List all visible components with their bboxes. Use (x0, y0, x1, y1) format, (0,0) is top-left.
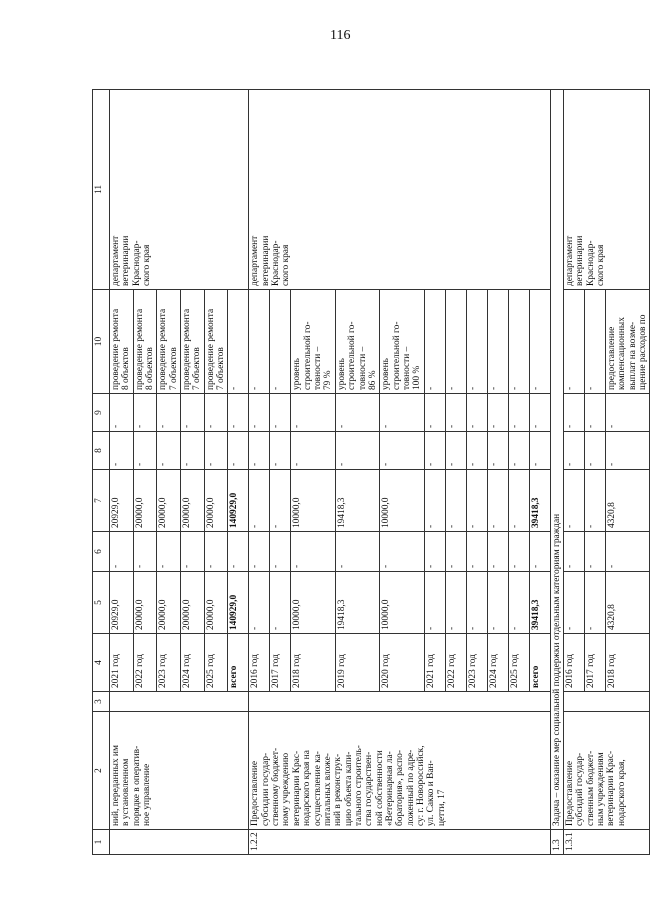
regional-budget-cell: 20000,0 (157, 470, 181, 532)
responsible-department: департамент ветеринарии Краснодар- ского края (249, 90, 550, 290)
year-cell: 2021 год (110, 634, 134, 692)
regional-budget-cell: - (249, 470, 270, 532)
local-budget-cell: - (133, 432, 157, 470)
regional-budget-cell: - (584, 470, 605, 532)
total-amount-cell: - (466, 572, 487, 634)
header-col-9: 9 (93, 394, 110, 432)
task-number: 1.3 (550, 830, 563, 855)
row-number: 1.3.1 (563, 830, 649, 855)
header-col-2: 2 (93, 712, 110, 830)
result-cell: проведение ремонта 8 объектов (133, 290, 157, 394)
header-col-6: 6 (93, 532, 110, 572)
federal-budget-cell: - (181, 532, 205, 572)
page-number: 116 (330, 28, 351, 43)
other-sources-cell: - (380, 394, 424, 432)
activity-description: Предоставление субсидий государ- ственным бюджет- ным учреждениям ветеринарии Крас- нодарского края, (563, 712, 649, 830)
year-cell: 2018 год (605, 634, 649, 692)
local-budget-cell: - (249, 432, 270, 470)
federal-budget-cell: - (466, 532, 487, 572)
total-amount-cell: 20000,0 (157, 572, 181, 634)
result-cell: проведение ремонта 7 объектов (157, 290, 181, 394)
responsible-department: департамент ветеринарии Краснодар- ского края (563, 90, 649, 290)
regional-budget-cell: 20000,0 (133, 470, 157, 532)
other-sources-cell: - (445, 394, 466, 432)
other-sources-cell: - (270, 394, 291, 432)
federal-budget-cell: - (133, 532, 157, 572)
total-amount-cell: - (487, 572, 508, 634)
other-sources-cell: - (508, 394, 529, 432)
year-cell: 2022 год (133, 634, 157, 692)
local-budget-cell: - (445, 432, 466, 470)
year-cell: 2016 год (563, 634, 584, 692)
regional-budget-cell: 19418,3 (335, 470, 379, 532)
task-row (550, 90, 563, 855)
year-cell: 2023 год (157, 634, 181, 692)
federal-budget-cell: - (424, 532, 445, 572)
other-sources-cell: - (563, 394, 584, 432)
total-amount-cell: - (445, 572, 466, 634)
total-amount-cell: 20929,0 (110, 572, 134, 634)
federal-budget-cell: - (249, 532, 270, 572)
program-table (92, 89, 650, 855)
regional-budget-cell: 20000,0 (181, 470, 205, 532)
result-cell: - (529, 290, 550, 394)
other-sources-cell: - (487, 394, 508, 432)
header-col-8: 8 (93, 432, 110, 470)
local-budget-cell: - (466, 432, 487, 470)
result-cell: уровень строительной го- товности – 86 % (335, 290, 379, 394)
federal-budget-cell: - (445, 532, 466, 572)
other-sources-cell: - (204, 394, 228, 432)
local-budget-cell: - (157, 432, 181, 470)
result-cell: - (508, 290, 529, 394)
responsible-department: департамент ветеринарии Краснодар- ского края (110, 90, 249, 290)
header-col-1: 1 (93, 830, 110, 855)
federal-budget-cell: - (228, 532, 249, 572)
regional-budget-cell: - (424, 470, 445, 532)
other-sources-cell: - (249, 394, 270, 432)
federal-budget-cell: - (563, 532, 584, 572)
local-budget-cell: - (508, 432, 529, 470)
result-cell: уровень строительной го- товности – 100 % (380, 290, 424, 394)
total-amount-cell: - (249, 572, 270, 634)
year-cell: всего (529, 634, 550, 692)
total-amount-cell: - (508, 572, 529, 634)
row-number (110, 830, 249, 855)
other-sources-cell: - (157, 394, 181, 432)
regional-budget-cell: 10000,0 (291, 470, 335, 532)
federal-budget-cell: - (204, 532, 228, 572)
federal-budget-cell: - (291, 532, 335, 572)
regional-budget-cell: 39418,3 (529, 470, 550, 532)
year-cell: 2021 год (424, 634, 445, 692)
status-cell (249, 692, 550, 712)
local-budget-cell: - (584, 432, 605, 470)
result-cell: - (466, 290, 487, 394)
regional-budget-cell: - (466, 470, 487, 532)
local-budget-cell: - (270, 432, 291, 470)
local-budget-cell: - (424, 432, 445, 470)
regional-budget-cell: - (270, 470, 291, 532)
status-cell (563, 692, 649, 712)
local-budget-cell: - (487, 432, 508, 470)
result-cell: проведение ремонта 7 объектов (204, 290, 228, 394)
year-cell: 2020 год (380, 634, 424, 692)
federal-budget-cell: - (157, 532, 181, 572)
federal-budget-cell: - (487, 532, 508, 572)
other-sources-cell: - (335, 394, 379, 432)
federal-budget-cell: - (508, 532, 529, 572)
result-cell: уровень строительной го- товности – 79 % (291, 290, 335, 394)
local-budget-cell: - (563, 432, 584, 470)
table-row (563, 90, 584, 855)
year-cell: 2019 год (335, 634, 379, 692)
result-cell: - (584, 290, 605, 394)
total-amount-cell: 4320,8 (605, 572, 649, 634)
result-cell: проведение ремонта 8 объектов (110, 290, 134, 394)
result-cell: - (249, 290, 270, 394)
regional-budget-cell: - (563, 470, 584, 532)
result-cell: - (563, 290, 584, 394)
total-amount-cell: - (270, 572, 291, 634)
table-body (110, 90, 650, 855)
regional-budget-cell: 20929,0 (110, 470, 134, 532)
other-sources-cell: - (584, 394, 605, 432)
year-cell: 2016 год (249, 634, 270, 692)
other-sources-cell: - (529, 394, 550, 432)
regional-budget-cell: - (445, 470, 466, 532)
federal-budget-cell: - (529, 532, 550, 572)
year-cell: 2025 год (508, 634, 529, 692)
other-sources-cell: - (133, 394, 157, 432)
year-cell: 2017 год (270, 634, 291, 692)
result-cell: - (228, 290, 249, 394)
row-number: 1.2.2 (249, 830, 550, 855)
regional-budget-cell: 140929,0 (228, 470, 249, 532)
other-sources-cell: - (110, 394, 134, 432)
result-cell: - (445, 290, 466, 394)
year-cell: 2017 год (584, 634, 605, 692)
local-budget-cell: - (335, 432, 379, 470)
local-budget-cell: - (181, 432, 205, 470)
total-amount-cell: 20000,0 (181, 572, 205, 634)
total-amount-cell: 10000,0 (291, 572, 335, 634)
year-cell: 2024 год (487, 634, 508, 692)
federal-budget-cell: - (335, 532, 379, 572)
header-col-11: 11 (93, 90, 110, 290)
federal-budget-cell: - (380, 532, 424, 572)
header-row (93, 90, 110, 855)
federal-budget-cell: - (584, 532, 605, 572)
result-cell: предоставление компенсационных выплат на возме- щение расходов по (605, 290, 649, 394)
local-budget-cell: - (291, 432, 335, 470)
header-col-5: 5 (93, 572, 110, 634)
federal-budget-cell: - (605, 532, 649, 572)
other-sources-cell: - (291, 394, 335, 432)
result-cell: проведение ремонта 7 объектов (181, 290, 205, 394)
regional-budget-cell: 10000,0 (380, 470, 424, 532)
federal-budget-cell: - (110, 532, 134, 572)
year-cell: 2025 год (204, 634, 228, 692)
federal-budget-cell: - (270, 532, 291, 572)
other-sources-cell: - (466, 394, 487, 432)
total-amount-cell: - (584, 572, 605, 634)
year-cell: 2024 год (181, 634, 205, 692)
total-amount-cell: 140929,0 (228, 572, 249, 634)
other-sources-cell: - (605, 394, 649, 432)
local-budget-cell: - (380, 432, 424, 470)
task-text: Задача – оказание мер социальной поддержки отдельным категориям граждан (550, 90, 563, 830)
year-cell: 2022 год (445, 634, 466, 692)
result-cell: - (424, 290, 445, 394)
activity-description: ний, переданных им в установленном порядке в оператив- ное управление (110, 712, 249, 830)
year-cell: всего (228, 634, 249, 692)
regional-budget-cell: - (508, 470, 529, 532)
year-cell: 2018 год (291, 634, 335, 692)
local-budget-cell: - (228, 432, 249, 470)
total-amount-cell: 20000,0 (204, 572, 228, 634)
total-amount-cell: - (563, 572, 584, 634)
local-budget-cell: - (110, 432, 134, 470)
activity-description: Предоставление субсидии государ- ственному бюджет- ному учреждению ветеринарии Крас- нодарского края на осуществление ка- питальных вложе- ний в реконструк- цию объекта капи- тального строитель- ства государствен- ной собственности «Ветеринарная ла- боратория», распо- ложенный по адре- су: г. Новороссийск, ул. Сакко и Ван- цетти, 17 (249, 712, 550, 830)
year-cell: 2023 год (466, 634, 487, 692)
regional-budget-cell: 20000,0 (204, 470, 228, 532)
rotated-table-wrapper (92, 90, 648, 855)
regional-budget-cell: - (487, 470, 508, 532)
total-amount-cell: - (424, 572, 445, 634)
total-amount-cell: 19418,3 (335, 572, 379, 634)
local-budget-cell: - (204, 432, 228, 470)
total-amount-cell: 10000,0 (380, 572, 424, 634)
header-col-4: 4 (93, 634, 110, 692)
table-row (110, 90, 134, 855)
result-cell: - (487, 290, 508, 394)
status-cell (110, 692, 249, 712)
local-budget-cell: - (605, 432, 649, 470)
header-col-3: 3 (93, 692, 110, 712)
local-budget-cell: - (529, 432, 550, 470)
other-sources-cell: - (228, 394, 249, 432)
result-cell: - (270, 290, 291, 394)
header-col-7: 7 (93, 470, 110, 532)
total-amount-cell: 20000,0 (133, 572, 157, 634)
table-row (249, 90, 270, 855)
other-sources-cell: - (181, 394, 205, 432)
header-col-10: 10 (93, 290, 110, 394)
other-sources-cell: - (424, 394, 445, 432)
total-amount-cell: 39418,3 (529, 572, 550, 634)
regional-budget-cell: 4320,8 (605, 470, 649, 532)
